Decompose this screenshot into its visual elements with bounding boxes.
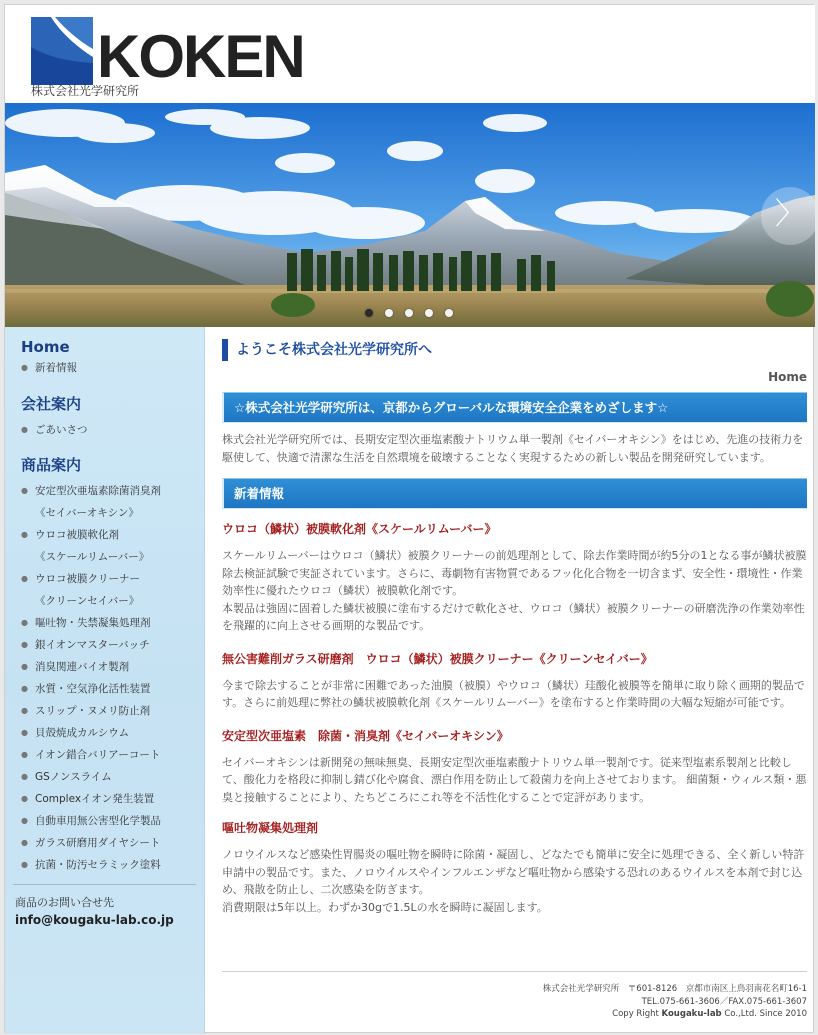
product-item[interactable]	[21, 766, 204, 788]
product-item[interactable]	[21, 832, 204, 854]
sidebar-heading-products[interactable]: 商品案内	[21, 456, 82, 474]
product-item[interactable]	[21, 634, 204, 656]
news-item-text: セイバーオキシンは新開発の無味無臭、長期安定型次亜塩素酸ナトリウム単一製剤です。従来型塩素系製剤と比較して、酸化力を格段に抑制し錆び化や腐食、漂白作用を防止して殺菌力を向上させております。 細菌類・ウィルス類・悪臭と接触することにより、たちどころにこれ等を不活性化することで定評があります。	[222, 755, 807, 804]
product-label: 自動車用無公害型化学製品	[35, 815, 161, 827]
news-list	[222, 521, 807, 916]
news-item-title[interactable]: 無公害難削ガラス研磨剤 ウロコ（鱗状）被膜クリーナー《クリーンセイバー》	[222, 651, 653, 666]
product-item[interactable]	[21, 700, 204, 722]
copyright-brand: Kougaku-lab	[661, 1009, 722, 1019]
product-item[interactable]	[21, 656, 204, 678]
news-item-title[interactable]: ウロコ（鱗状）被膜軟化剤《スケールリムーバー》	[222, 522, 497, 536]
bullet-icon: ●	[21, 662, 28, 671]
bullet-icon: ●	[21, 838, 28, 847]
sidebar	[5, 327, 205, 1034]
product-item[interactable]	[21, 722, 204, 744]
news-item	[222, 728, 807, 807]
company-name: 株式会社光学研究所	[31, 84, 140, 98]
page-title: ようこそ株式会社光学研究所へ	[222, 339, 807, 361]
product-label: 銀イオンマスターバッチ	[35, 639, 150, 651]
product-label: 安定型次亜塩素除菌消臭剤	[35, 485, 161, 497]
news-item-text: 消費期限は5年以上。わずか30gで1.5Lの水を瞬時に凝固します。	[222, 900, 548, 914]
news-item	[222, 651, 807, 712]
bullet-icon: ●	[21, 684, 28, 693]
bullet-icon: ●	[21, 640, 28, 649]
bullet-icon: ●	[21, 530, 28, 539]
bullet-icon: ●	[21, 816, 28, 825]
footer-tel: TEL.075-661-3606／FAX.075-661-3607	[641, 996, 807, 1007]
intro-bar: ☆株式会社光学研究所は、京都からグローバルな環境安全企業をめざします☆	[222, 392, 807, 422]
product-label: 水質・空気浄化活性装置	[35, 683, 151, 695]
product-label: Complexイオン発生装置	[35, 793, 155, 805]
sidebar-list	[21, 357, 204, 379]
news-item-text: 本製品は強固に固着した鱗状被膜に塗布するだけで軟化させ、ウロコ（鱗状）被膜クリーナーの研磨洗浄の作業効率性を飛躍的に向上させる画期的な製品です。	[222, 601, 805, 632]
product-item[interactable]	[21, 678, 204, 700]
product-item[interactable]	[21, 568, 204, 590]
koken-logo-icon[interactable]	[31, 17, 93, 85]
sidebar-item-label: ごあいさつ	[35, 424, 88, 436]
footer-copyright	[222, 1008, 807, 1021]
product-label: 抗菌・防汚セラミック塗料	[35, 859, 161, 871]
logo-wordmark[interactable]: KOKEN	[97, 23, 304, 90]
product-item[interactable]	[21, 744, 204, 766]
copyright-suffix: Co.,Ltd. Since 2010	[721, 1009, 807, 1019]
product-label: 嘔吐物・失禁凝集処理剤	[35, 617, 151, 629]
product-list	[21, 480, 204, 876]
sidebar-heading-home[interactable]: Home	[21, 338, 70, 356]
bullet-icon: ●	[21, 728, 28, 737]
news-item-title[interactable]: 安定型次亜塩素 除菌・消臭剤《セイバーオキシン》	[222, 728, 509, 743]
contact-label: 商品のお問い合せ先	[15, 896, 114, 909]
sidebar-list	[21, 419, 204, 441]
product-item-cont[interactable]: 《スケールリムーバー》	[35, 551, 150, 563]
site-header	[5, 5, 815, 103]
bullet-icon: ●	[21, 425, 28, 434]
sidebar-heading-company[interactable]: 会社案内	[21, 395, 82, 413]
sidebar-item-greeting[interactable]	[21, 419, 204, 441]
bullet-icon: ●	[21, 860, 28, 869]
product-item[interactable]	[21, 480, 204, 502]
news-item-text: ノロウイルスなど感染性胃腸炎の嘔吐物を瞬時に除菌・凝固し、どなたでも簡単に安全に処理できる、全く新しい特許申請中の製品です。また、ノロウイルスやインフルエンザなど嘔吐物から感染する恐れのあるウイルスを本剤で封じ込め、飛散を防止し、二次感染を防ぎます。	[222, 848, 805, 896]
sidebar-item-label: 新着情報	[35, 362, 77, 374]
intro-text: 株式会社光学研究所では、長期安定型次亜塩素酸ナトリウム単一製剤《セイバーオキシン》をはじめ、先進の技術力を駆使して、快適で清潔な生活を自然環境を破壊することなく実現するための新しい製品を開発研究しています。	[222, 433, 804, 464]
news-item-title[interactable]: 嘔吐物凝集処理剤	[222, 821, 319, 835]
bullet-icon: ●	[21, 772, 28, 781]
product-label: 消臭関連バイオ製剤	[35, 661, 130, 673]
product-label: ガラス研磨用ダイヤシート	[35, 837, 161, 849]
product-item[interactable]	[21, 524, 204, 546]
main-content	[222, 339, 807, 916]
page	[4, 4, 814, 1033]
product-label: GSノンスライム	[35, 771, 112, 783]
sidebar-item-news[interactable]	[21, 357, 204, 379]
slide-dot[interactable]	[405, 309, 413, 317]
bullet-icon: ●	[21, 363, 28, 372]
contact-email-link[interactable]: info@kougaku-lab.co.jp	[15, 913, 174, 927]
slide-dot[interactable]	[385, 309, 393, 317]
product-item-cont[interactable]: 《セイバーオキシン》	[35, 507, 139, 519]
bullet-icon: ●	[21, 706, 28, 715]
news-item	[222, 820, 807, 916]
product-item-cont[interactable]: 《クリーンセイバー》	[35, 595, 140, 607]
slide-dot[interactable]	[425, 309, 433, 317]
hero-slideshow	[5, 103, 815, 327]
product-label: スリップ・ヌメリ防止剤	[35, 705, 151, 717]
bullet-icon: ●	[21, 750, 28, 759]
product-label: 貝殻焼成カルシウム	[35, 727, 130, 739]
copyright-prefix: Copy Right	[612, 1009, 662, 1019]
slide-indicators	[365, 309, 453, 317]
site-footer	[222, 971, 807, 1021]
bullet-icon: ●	[21, 486, 28, 495]
product-item[interactable]	[21, 612, 204, 634]
footer-address: 株式会社光学研究所 〒601-8126 京都市南区上鳥羽南花名町16-1	[542, 984, 807, 994]
slide-dot[interactable]	[445, 309, 453, 317]
product-item[interactable]	[21, 854, 204, 876]
product-label: イオン錯合バリアーコート	[35, 749, 161, 761]
sidebar-divider	[13, 884, 196, 885]
product-item[interactable]	[21, 810, 204, 832]
bullet-icon: ●	[21, 618, 28, 627]
news-item	[222, 521, 807, 635]
news-bar: 新着情報	[222, 478, 807, 508]
product-label: ウロコ被膜軟化剤	[35, 529, 119, 541]
mountain-landscape-image	[5, 103, 815, 327]
slide-next-button[interactable]: 〉	[761, 187, 815, 245]
product-item[interactable]	[21, 788, 204, 810]
product-label: ウロコ被膜クリーナー	[35, 573, 140, 585]
bullet-icon: ●	[21, 794, 28, 803]
news-item-text: 今まで除去することが非常に困難であった油膜（被膜）やウロコ（鱗状）珪酸化被膜等を簡単に取り除く画期的製品です。さらに前処理に弊社の鱗状被膜軟化剤《スケールリムーバー》を塗布すると作業時間の大幅な短縮が可能です。	[222, 678, 805, 709]
slide-dot[interactable]	[365, 309, 373, 317]
bullet-icon: ●	[21, 574, 28, 583]
news-item-text: スケールリムーバーはウロコ（鱗状）被膜クリーナーの前処理剤として、除去作業時間が約5分の1となる事が鱗状被膜除去検証試験で実証されています。さらに、毒劇物有害物質であるフッ化化合物を一切含まず、安全性・環境性・作業効率性に優れたウロコ（鱗状）被膜軟化剤です。	[222, 549, 807, 597]
breadcrumb[interactable]: Home	[768, 370, 807, 384]
